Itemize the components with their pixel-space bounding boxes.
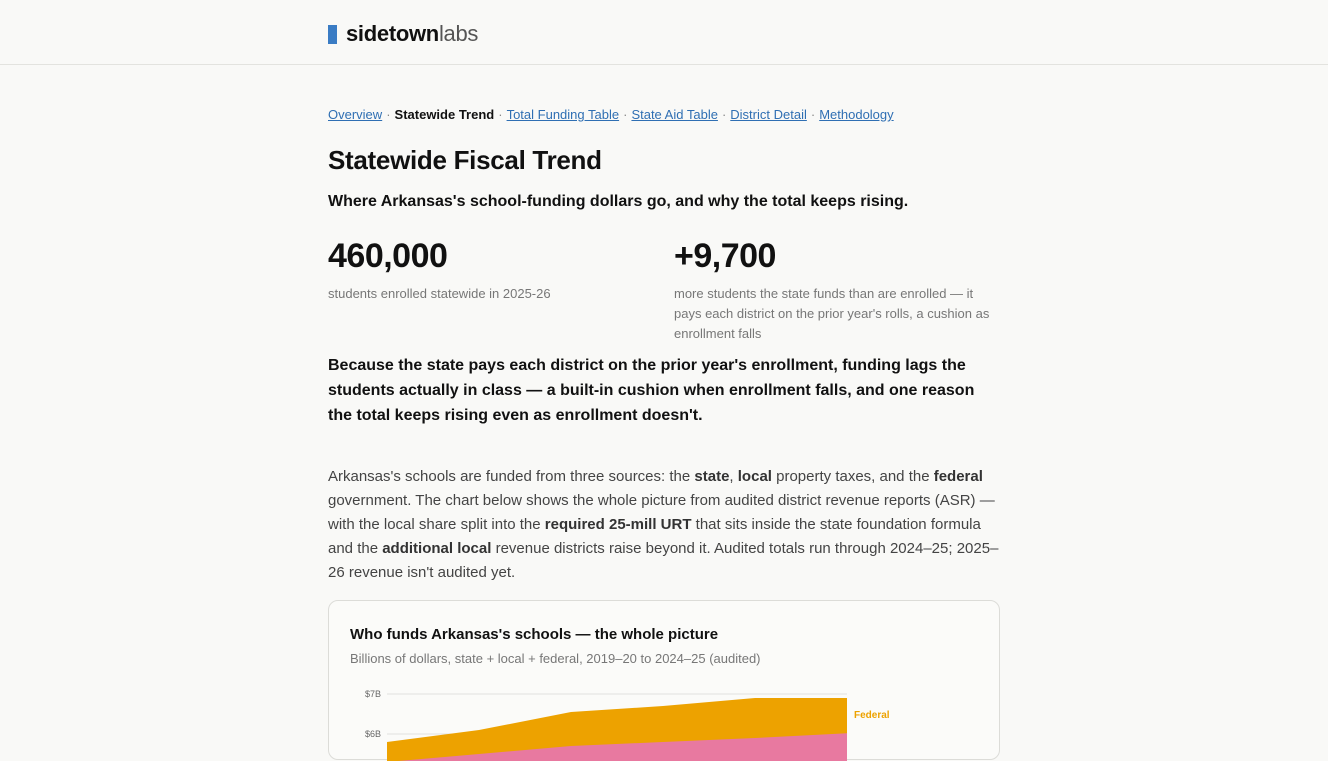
y-tick-label: $6B bbox=[365, 729, 382, 739]
body-text-segment: revenue districts raise beyond it. Audited totals run through 2024–25; 2025–26 revenue isn't audited yet. bbox=[328, 540, 999, 581]
nav-link-overview[interactable]: Overview bbox=[328, 107, 383, 122]
brand-mark-icon bbox=[328, 25, 337, 44]
nav-link-total-funding-table[interactable]: Total Funding Table bbox=[506, 107, 620, 122]
stat-enrollment bbox=[328, 236, 648, 304]
series-label: Federal bbox=[854, 710, 890, 721]
nav-link-methodology[interactable]: Methodology bbox=[819, 107, 894, 122]
stat-description: more students the state funds than are enrolled — it pays each district on the prior year's rolls, a cushion as enrollment falls bbox=[674, 286, 990, 341]
brand-wordmark: sidetownlabs bbox=[346, 21, 479, 46]
stat-value: +9,700 bbox=[674, 237, 776, 275]
funding-area-chart bbox=[349, 681, 909, 761]
term-local: local bbox=[737, 468, 772, 485]
chart-subtitle: Billions of dollars, state + local + federal, 2019–20 to 2024–25 (audited) bbox=[350, 651, 761, 666]
term-federal: federal bbox=[933, 468, 983, 485]
nav-link-state-aid-table[interactable]: State Aid Table bbox=[631, 107, 718, 122]
body-text-segment: government. The chart below shows the whole picture from audited district revenue reports (ASR) — with the local share split into the bbox=[328, 492, 995, 533]
nav-separator: · bbox=[810, 107, 816, 122]
body-text-segment: that sits inside the state foundation formula and the bbox=[328, 516, 981, 557]
term-state: state bbox=[694, 468, 730, 485]
nav-link-district-detail[interactable]: District Detail bbox=[730, 107, 807, 122]
nav-separator: · bbox=[386, 107, 391, 122]
chart-title: Who funds Arkansas's schools — the whole picture bbox=[350, 626, 719, 643]
term-additional-local: additional local bbox=[382, 540, 492, 557]
section-nav bbox=[328, 107, 894, 122]
chart-card bbox=[328, 600, 1000, 760]
body-text-segment: property taxes, and the bbox=[771, 468, 934, 485]
top-bar bbox=[0, 0, 1328, 65]
stat-value: 460,000 bbox=[328, 237, 448, 275]
body-text-segment: , bbox=[729, 468, 738, 485]
nav-separator: · bbox=[498, 107, 503, 122]
body-text-segment: Arkansas's schools are funded from three sources: the bbox=[328, 468, 695, 485]
page-subtitle: Where Arkansas's school-funding dollars go, and why the total keeps rising. bbox=[328, 193, 909, 210]
nav-current-statewide-trend: Statewide Trend bbox=[394, 107, 495, 122]
stat-funded-surplus bbox=[674, 236, 994, 344]
brand-logo[interactable] bbox=[328, 21, 478, 47]
term-urt: required 25-mill URT bbox=[544, 516, 692, 533]
nav-separator: · bbox=[623, 107, 628, 122]
stat-description: students enrolled statewide in 2025-26 bbox=[328, 286, 551, 301]
lede-paragraph: Because the state pays each district on the prior year's enrollment, funding lags the students actually in class — a built-in cushion when enrollment falls, and one reason the total keeps rising even as enrollment doesn't. bbox=[328, 357, 975, 424]
body-paragraph bbox=[328, 465, 1000, 585]
page-title: Statewide Fiscal Trend bbox=[328, 145, 602, 175]
nav-separator: · bbox=[721, 107, 727, 122]
y-tick-label: $7B bbox=[365, 689, 382, 699]
